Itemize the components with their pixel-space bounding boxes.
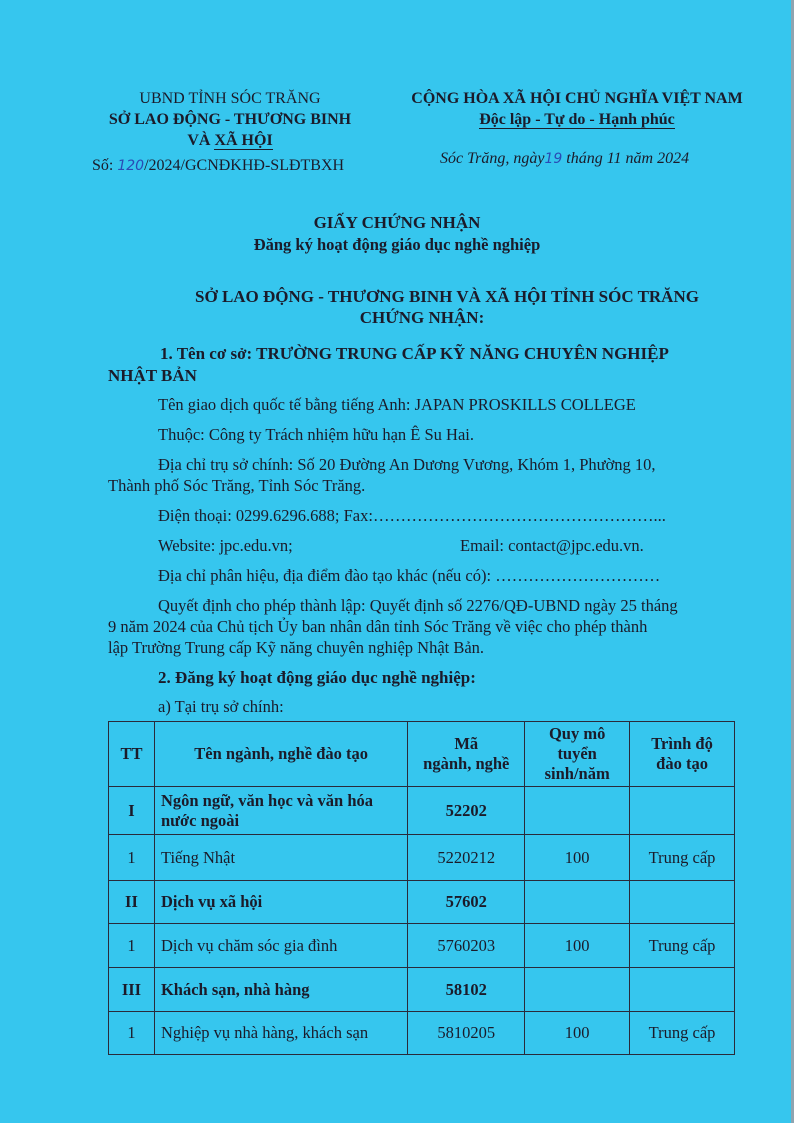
table-row xyxy=(109,835,735,881)
cell-name: Dịch vụ chăm sóc gia đình xyxy=(154,924,407,968)
phone-fax: Điện thoại: 0299.6296.688; Fax:……………………………………………... xyxy=(158,506,666,525)
decision-line2: 9 năm 2024 của Chủ tịch Ủy ban nhân dân tỉnh Sóc Trăng về việc cho phép thành xyxy=(108,617,648,636)
national-motto: Độc lập - Tự do - Hạnh phúc xyxy=(479,111,675,128)
table-row xyxy=(109,1012,735,1055)
header-code: Mã ngành, nghề xyxy=(408,722,525,787)
section2-sub-a: a) Tại trụ sở chính: xyxy=(158,697,284,716)
branch-address: Địa chỉ phân hiệu, địa điểm đào tạo khác (nếu có): ………………………… xyxy=(158,566,661,585)
cell-code: 5760203 xyxy=(408,924,525,968)
table-row-group xyxy=(109,881,735,924)
table-row-group xyxy=(109,787,735,835)
cell-scale: 100 xyxy=(525,924,630,968)
certificate-subtitle-wrap xyxy=(0,234,794,256)
cell-name: Dịch vụ xã hội xyxy=(154,881,407,924)
issuer-department-line2: VÀ XÃ HỘI xyxy=(187,132,273,149)
cell-level xyxy=(630,787,735,835)
national-header xyxy=(382,88,772,130)
website: Website: jpc.edu.vn; xyxy=(158,536,293,555)
cell-code: 5810205 xyxy=(408,1012,525,1055)
email: Email: contact@jpc.edu.vn. xyxy=(460,536,644,555)
cell-scale: 100 xyxy=(525,1012,630,1055)
certifies-label: CHỨNG NHẬN: xyxy=(359,308,485,327)
cell-name: Tiếng Nhật xyxy=(154,835,407,881)
cell-tt: I xyxy=(109,787,155,835)
decision-line3: lập Trường Trung cấp Kỹ năng chuyên nghiệp Nhật Bản. xyxy=(108,638,485,657)
cell-code: 5220212 xyxy=(408,835,525,881)
decision-line1: Quyết định cho phép thành lập: Quyết định số 2276/QĐ-UBND ngày 25 tháng xyxy=(158,596,678,615)
handwritten-number: 120 xyxy=(117,158,145,174)
issue-date: Sóc Trăng, ngày19 tháng 11 năm 2024 xyxy=(440,150,690,167)
cell-level xyxy=(630,881,735,924)
section1-heading-cont: NHẬT BẢN xyxy=(108,366,197,385)
document-number: Số: 120/2024/GCNĐKHĐ-SLĐTBXH xyxy=(92,157,345,174)
cell-code: 58102 xyxy=(408,968,525,1012)
issuer-province: UBND TỈNH SÓC TRĂNG xyxy=(139,90,321,107)
cell-scale xyxy=(525,787,630,835)
cell-tt: 1 xyxy=(109,1012,155,1055)
cell-name: Nghiệp vụ nhà hàng, khách sạn xyxy=(154,1012,407,1055)
cell-level: Trung cấp xyxy=(630,835,735,881)
cell-code: 52202 xyxy=(408,787,525,835)
header-name: Tên ngành, nghề đào tạo xyxy=(154,722,407,787)
certificate-title: GIẤY CHỨNG NHẬN xyxy=(313,213,481,232)
certificate-subtitle: Đăng ký hoạt động giáo dục nghề nghiệp xyxy=(253,235,541,254)
issuer-block xyxy=(80,88,380,151)
training-table xyxy=(108,721,735,1055)
cell-tt: III xyxy=(109,968,155,1012)
cell-name: Khách sạn, nhà hàng xyxy=(154,968,407,1012)
cell-scale: 100 xyxy=(525,835,630,881)
section1-heading: 1. Tên cơ sở: TRƯỜNG TRUNG CẤP KỸ NĂNG CHUYÊN NGHIỆP xyxy=(160,344,669,363)
owner-company: Thuộc: Công ty Trách nhiệm hữu hạn Ê Su Hai. xyxy=(158,425,475,444)
cell-tt: II xyxy=(109,881,155,924)
address-line2: Thành phố Sóc Trăng, Tỉnh Sóc Trăng. xyxy=(108,476,366,495)
authority-name: SỞ LAO ĐỘNG - THƯƠNG BINH VÀ XÃ HỘI TỈNH SÓC TRĂNG xyxy=(195,287,699,306)
national-name: CỘNG HÒA XÃ HỘI CHỦ NGHĨA VIỆT NAM xyxy=(411,90,743,107)
cell-tt: 1 xyxy=(109,924,155,968)
header-tt: TT xyxy=(109,722,155,787)
cell-scale xyxy=(525,968,630,1012)
table-row-group xyxy=(109,968,735,1012)
header-level: Trình độ đào tạo xyxy=(630,722,735,787)
cell-level: Trung cấp xyxy=(630,1012,735,1055)
address-line1: Địa chỉ trụ sở chính: Số 20 Đường An Dương Vương, Khóm 1, Phường 10, xyxy=(158,455,656,474)
international-name: Tên giao dịch quốc tế bằng tiếng Anh: JAPAN PROSKILLS COLLEGE xyxy=(158,395,636,414)
cell-level: Trung cấp xyxy=(630,924,735,968)
cell-name: Ngôn ngữ, văn học và văn hóa nước ngoài xyxy=(154,787,407,835)
cell-tt: 1 xyxy=(109,835,155,881)
issuer-department: SỞ LAO ĐỘNG - THƯƠNG BINH xyxy=(108,111,352,128)
header-scale: Quy mô tuyển sinh/năm xyxy=(525,722,630,787)
table-row xyxy=(109,924,735,968)
cell-level xyxy=(630,968,735,1012)
handwritten-day: 19 xyxy=(544,151,563,167)
cell-code: 57602 xyxy=(408,881,525,924)
national-motto-wrap xyxy=(382,109,772,130)
cell-scale xyxy=(525,881,630,924)
table-header-row xyxy=(109,722,735,787)
section2-heading: 2. Đăng ký hoạt động giáo dục nghề nghiệp: xyxy=(158,668,476,687)
